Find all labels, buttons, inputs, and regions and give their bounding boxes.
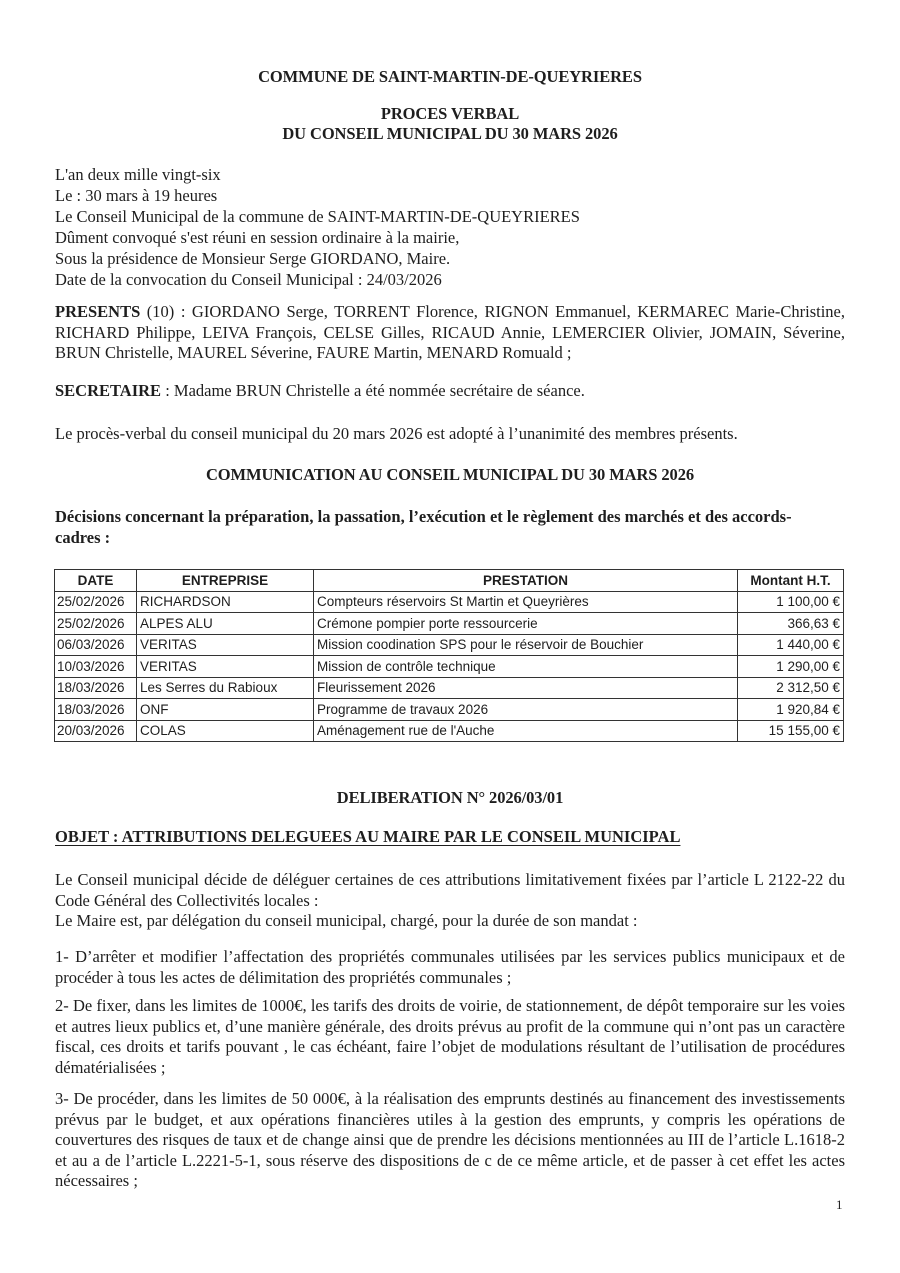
cell-date: 25/02/2026 (55, 613, 137, 635)
secretaire-label: SECRETAIRE (55, 381, 162, 400)
deliberation-objet: OBJET : ATTRIBUTIONS DELEGUEES AU MAIRE PAR LE CONSEIL MUNICIPAL (55, 827, 681, 846)
deliberation-intro: Le Conseil municipal décide de déléguer certaines de ces attributions limitativement fixées par l’article L 2122-22 du Code Général des Collectivités locales : (55, 870, 845, 910)
cell-date: 10/03/2026 (55, 656, 137, 678)
cell-prestation: Mission coodination SPS pour le réservoir de Bouchier (314, 634, 738, 656)
cell-prestation: Compteurs réservoirs St Martin et Queyrières (314, 591, 738, 613)
column-header-montant: Montant H.T. (738, 570, 844, 592)
intro-line: Dûment convoqué s'est réuni en session ordinaire à la mairie, (55, 228, 460, 247)
cell-entreprise: ONF (137, 699, 314, 721)
communication-heading: COMMUNICATION AU CONSEIL MUNICIPAL DU 30 MARS 2026 (205, 465, 695, 484)
table-row (55, 656, 844, 678)
cell-date: 20/03/2026 (55, 720, 137, 742)
cell-date: 18/03/2026 (55, 677, 137, 699)
table-header-row (55, 570, 844, 592)
cell-entreprise: RICHARDSON (137, 591, 314, 613)
cell-montant: 1 100,00 € (738, 591, 844, 613)
cell-entreprise: COLAS (137, 720, 314, 742)
document-subtitle: DU CONSEIL MUNICIPAL DU 30 MARS 2026 (282, 124, 618, 143)
cell-montant: 2 312,50 € (738, 677, 844, 699)
column-header-prestation: PRESTATION (314, 570, 738, 592)
delegation-item-1: 1- D’arrêter et modifier l’affectation des propriétés communales utilisées par les services publics municipaux et de procéder à tous les actes de délimitation des propriétés communales ; (55, 947, 845, 987)
cell-montant: 1 920,84 € (738, 699, 844, 721)
table-row (55, 699, 844, 721)
secretaire-text: : Madame BRUN Christelle a été nommée secrétaire de séance. (161, 381, 585, 400)
decisions-subtitle: Décisions concernant la préparation, la passation, l’exécution et le règlement des marchés et des accords-cadres : (55, 507, 792, 547)
mandat-statement: Le Maire est, par délégation du conseil municipal, chargé, pour la durée de son mandat : (55, 911, 638, 930)
cell-montant: 15 155,00 € (738, 720, 844, 742)
secretaire-paragraph (55, 381, 845, 402)
presents-list: (10) : GIORDANO Serge, TORRENT Florence, RIGNON Emmanuel, KERMAREC Marie-Christine, RICHARD Philippe, LEIVA François, CELSE Gilles, RICAUD Annie, LEMERCIER Olivier, JOMAIN, Séverine, BRUN Christelle, MAUREL Séverine, FAURE Martin, MENARD Romuald ; (55, 302, 845, 362)
cell-montant: 1 290,00 € (738, 656, 844, 678)
deliberation-number: DELIBERATION N° 2026/03/01 (336, 788, 564, 807)
cell-prestation: Mission de contrôle technique (314, 656, 738, 678)
table-row (55, 677, 844, 699)
cell-date: 25/02/2026 (55, 591, 137, 613)
cell-entreprise: Les Serres du Rabioux (137, 677, 314, 699)
cell-entreprise: VERITAS (137, 634, 314, 656)
column-header-entreprise: ENTREPRISE (137, 570, 314, 592)
cell-prestation: Fleurissement 2026 (314, 677, 738, 699)
intro-line: Le : 30 mars à 19 heures (55, 186, 218, 205)
cell-montant: 366,63 € (738, 613, 844, 635)
adoption-statement: Le procès-verbal du conseil municipal du 20 mars 2026 est adopté à l’unanimité des membres présents. (55, 424, 738, 443)
page-number: 1 (836, 1197, 843, 1212)
table-row (55, 720, 844, 742)
intro-line: Date de la convocation du Conseil Municipal : 24/03/2026 (55, 270, 442, 289)
commune-heading: COMMUNE DE SAINT-MARTIN-DE-QUEYRIERES (258, 67, 642, 86)
cell-entreprise: ALPES ALU (137, 613, 314, 635)
column-header-date: DATE (55, 570, 137, 592)
cell-date: 06/03/2026 (55, 634, 137, 656)
delegation-item-2: 2- De fixer, dans les limites de 1000€, les tarifs des droits de voirie, de stationnement, de dépôt temporaire sur les voies et autres lieux publics et, d’une manière générale, des droits prévus au profit de la commune qui n’ont pas un caractère fiscal, ces droits et tarifs pouvant , le cas échéant, faire l’objet de modulations résultant de l’utilisation de procédures dématérialisées ; (55, 996, 845, 1077)
presents-paragraph (55, 302, 845, 364)
cell-date: 18/03/2026 (55, 699, 137, 721)
presents-label: PRESENTS (55, 302, 141, 321)
delegation-item-3: 3- De procéder, dans les limites de 50 000€, à la réalisation des emprunts destinés au financement des investissements prévus par le budget, et aux opérations financières utiles à la gestion des emprunts, y compris les opérations de couvertures des risques de taux et de change ainsi que de prendre les décisions mentionnées au III de l’article L.1618-2 et au a de l’article L.2221-5-1, sous réserve des dispositions de c de ce même article, et de passer à cet effet les actes nécessaires ; (55, 1089, 845, 1190)
intro-line: Le Conseil Municipal de la commune de SAINT-MARTIN-DE-QUEYRIERES (55, 207, 580, 226)
cell-prestation: Crémone pompier porte ressourcerie (314, 613, 738, 635)
intro-line: Sous la présidence de Monsieur Serge GIORDANO, Maire. (55, 249, 451, 268)
decisions-table (54, 569, 844, 742)
table-row (55, 591, 844, 613)
cell-entreprise: VERITAS (137, 656, 314, 678)
cell-prestation: Programme de travaux 2026 (314, 699, 738, 721)
cell-montant: 1 440,00 € (738, 634, 844, 656)
table-row (55, 634, 844, 656)
table-row (55, 613, 844, 635)
cell-prestation: Aménagement rue de l'Auche (314, 720, 738, 742)
document-title: PROCES VERBAL (380, 104, 520, 123)
intro-line: L'an deux mille vingt-six (55, 165, 221, 184)
